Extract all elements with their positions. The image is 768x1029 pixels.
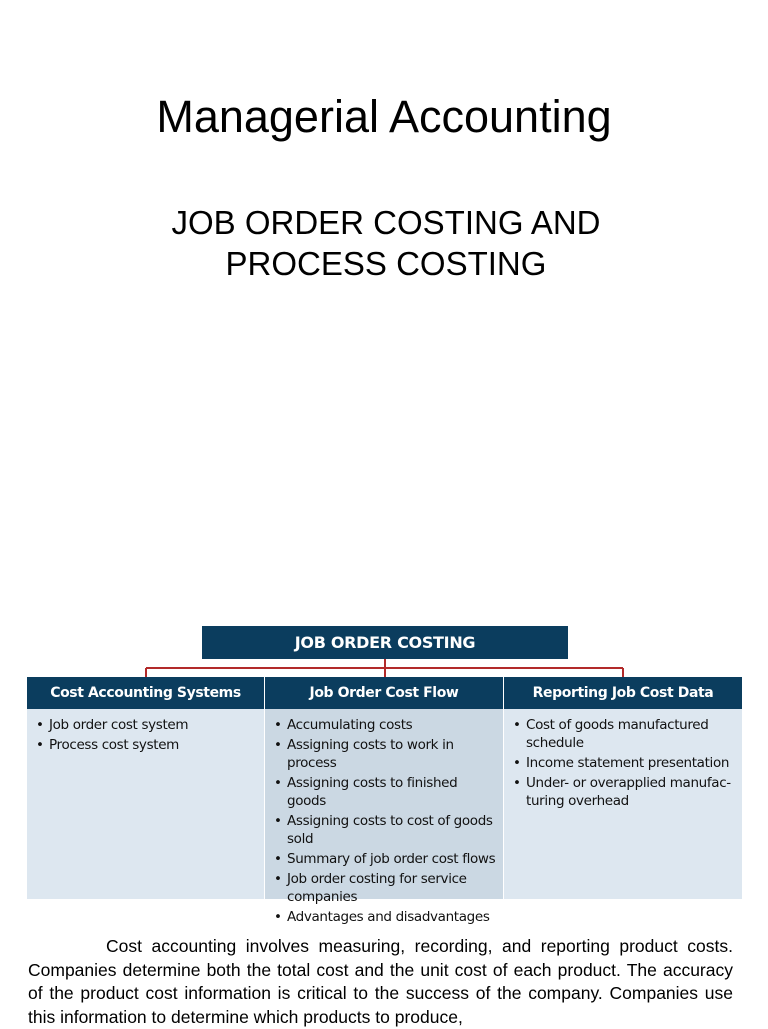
diagram-root-box: JOB ORDER COSTING bbox=[202, 626, 568, 659]
list-item: • Summary of job order cost flows bbox=[273, 850, 497, 868]
list-item: • Under- or overapplied manufac- turing overhead bbox=[512, 774, 736, 810]
subtitle-line-1: JOB ORDER COSTING AND bbox=[171, 204, 601, 241]
list-item: • Assigning costs to finished goods bbox=[273, 774, 497, 810]
list-item: • Job order costing for service companies bbox=[273, 870, 497, 906]
list-item: • Job order cost system bbox=[35, 716, 258, 734]
list-item: • Cost of goods manufactured schedule bbox=[512, 716, 736, 752]
page-title: Managerial Accounting bbox=[156, 91, 612, 142]
diagram-column-reporting-job-cost-data bbox=[504, 677, 742, 899]
column-header: Job Order Cost Flow bbox=[265, 677, 503, 709]
diagram-column-cost-accounting-systems bbox=[27, 677, 264, 899]
subtitle-line-2: PROCESS COSTING bbox=[225, 245, 547, 282]
list-item: • Income statement presentation bbox=[512, 754, 736, 772]
list-item: • Advantages and disadvantages bbox=[273, 908, 497, 926]
column-header: Reporting Job Cost Data bbox=[504, 677, 742, 709]
column-header: Cost Accounting Systems bbox=[27, 677, 264, 709]
list-item: • Assigning costs to work in process bbox=[273, 736, 497, 772]
list-item: • Accumulating costs bbox=[273, 716, 497, 734]
body-paragraph: Cost accounting involves measuring, recording, and reporting product costs. Companies determine both the total cost and the unit cost of each product. The accuracy of the product cost information is critical to the success of the company. Companies use this information to determine which products to produce, bbox=[28, 936, 733, 1027]
list-item: • Assigning costs to cost of goods sold bbox=[273, 812, 497, 848]
list-item: • Process cost system bbox=[35, 736, 258, 754]
diagram-column-job-order-cost-flow bbox=[265, 677, 503, 925]
